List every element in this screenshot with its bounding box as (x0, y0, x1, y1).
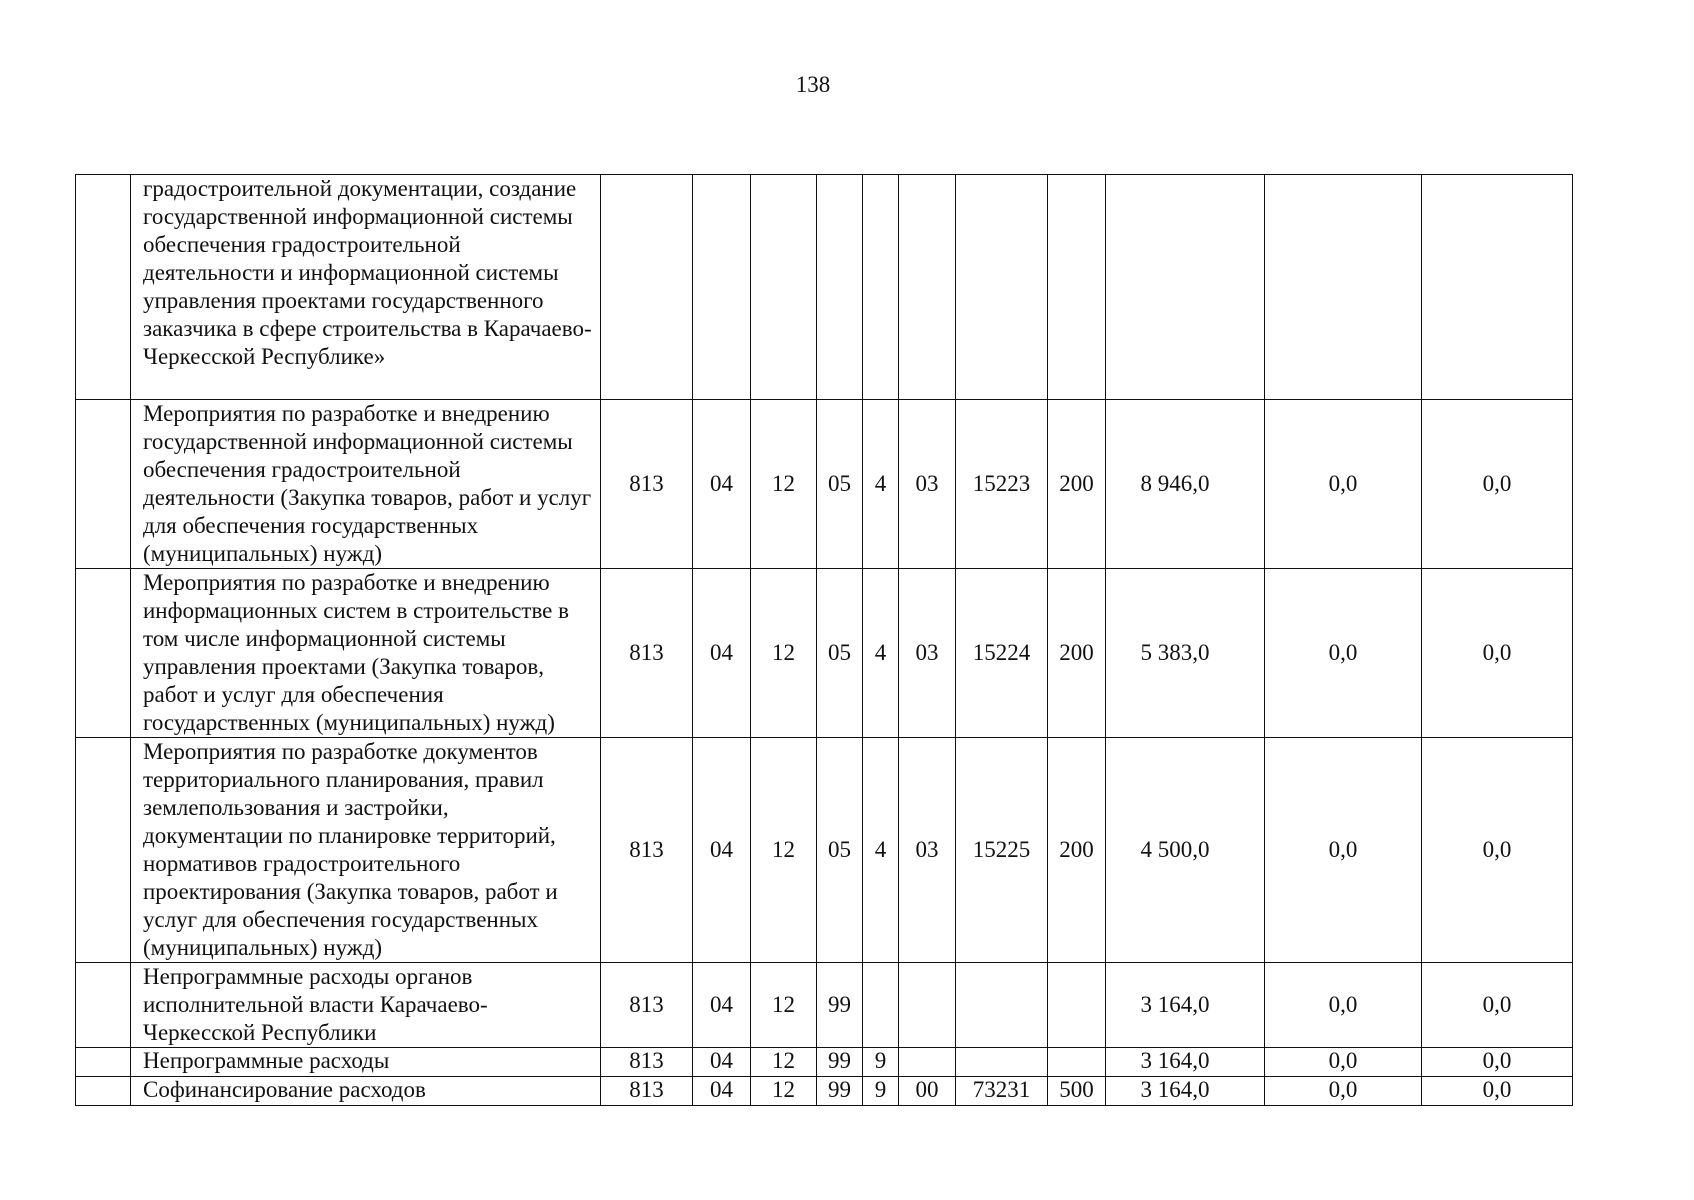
description-cell: Непрограммные расходы органов исполнительной власти Карачаево-Черкесской Республики (131, 963, 601, 1048)
ministry-code-cell: 813 (601, 1048, 693, 1077)
row-number-cell (76, 1048, 131, 1077)
subprogram-code-cell: 9 (863, 1048, 899, 1077)
row-number-cell (76, 963, 131, 1048)
section-code-cell: 04 (693, 1077, 751, 1106)
section-code-cell: 04 (693, 569, 751, 738)
description-cell: Непрограммные расходы (131, 1048, 601, 1077)
sum-year2-cell: 0,0 (1265, 1048, 1422, 1077)
description-cell: Софинансирование расходов (131, 1077, 601, 1106)
direction-code-cell (956, 175, 1048, 400)
table-row (76, 400, 1573, 569)
direction-code-cell (956, 1048, 1048, 1077)
ministry-code-cell (601, 175, 693, 400)
subprogram-code-cell (863, 963, 899, 1048)
sum-year1-cell: 3 164,0 (1106, 1048, 1265, 1077)
subprogram-code-cell: 4 (863, 738, 899, 963)
sum-year1-cell: 5 383,0 (1106, 569, 1265, 738)
program-code-cell: 05 (817, 569, 863, 738)
subsection-code-cell: 12 (751, 569, 817, 738)
description-cell: градостроительной документации, создание государственной информационной системы обеспечения градостроительной деятельности и информационной системы управления проектами государственного заказчика в сфере строительства в Карачаево-Черкесской Республике» (131, 175, 601, 400)
subsection-code-cell: 12 (751, 400, 817, 569)
program-code-cell: 99 (817, 963, 863, 1048)
subsection-code-cell (751, 175, 817, 400)
ministry-code-cell: 813 (601, 1077, 693, 1106)
expense-type-cell (1048, 175, 1106, 400)
subprogram-code-cell: 9 (863, 1077, 899, 1106)
program-code-cell: 99 (817, 1077, 863, 1106)
section-code-cell (693, 175, 751, 400)
ministry-code-cell: 813 (601, 963, 693, 1048)
description-cell: Мероприятия по разработке и внедрению информационных систем в строительстве в том числе информационной системы управления проектами (Закупка товаров, работ и услуг для обеспечения государственных (муниципальных) нужд) (131, 569, 601, 738)
event-code-cell (899, 963, 956, 1048)
sum-year1-cell: 3 164,0 (1106, 963, 1265, 1048)
expense-type-cell (1048, 1048, 1106, 1077)
direction-code-cell: 15224 (956, 569, 1048, 738)
sum-year2-cell: 0,0 (1265, 963, 1422, 1048)
expense-type-cell (1048, 963, 1106, 1048)
row-number-cell (76, 569, 131, 738)
sum-year1-cell: 4 500,0 (1106, 738, 1265, 963)
direction-code-cell: 15223 (956, 400, 1048, 569)
description-cell: Мероприятия по разработке документов территориального планирования, правил землепользования и застройки, документации по планировке территорий, нормативов градостроительного проектирования (Закупка товаров, работ и услуг для обеспечения государственных (муниципальных) нужд) (131, 738, 601, 963)
subprogram-code-cell: 4 (863, 400, 899, 569)
sum-year1-cell: 3 164,0 (1106, 1077, 1265, 1106)
expense-type-cell: 200 (1048, 738, 1106, 963)
sum-year2-cell: 0,0 (1265, 1077, 1422, 1106)
direction-code-cell (956, 963, 1048, 1048)
sum-year2-cell (1265, 175, 1422, 400)
sum-year2-cell: 0,0 (1265, 400, 1422, 569)
sum-year3-cell: 0,0 (1422, 1048, 1573, 1077)
section-code-cell: 04 (693, 400, 751, 569)
expense-type-cell: 200 (1048, 400, 1106, 569)
program-code-cell: 99 (817, 1048, 863, 1077)
subsection-code-cell: 12 (751, 738, 817, 963)
event-code-cell (899, 175, 956, 400)
section-code-cell: 04 (693, 738, 751, 963)
subprogram-code-cell (863, 175, 899, 400)
subsection-code-cell: 12 (751, 1077, 817, 1106)
expense-type-cell: 200 (1048, 569, 1106, 738)
sum-year2-cell: 0,0 (1265, 738, 1422, 963)
subsection-code-cell: 12 (751, 1048, 817, 1077)
program-code-cell: 05 (817, 738, 863, 963)
description-cell: Мероприятия по разработке и внедрению государственной информационной системы обеспечения градостроительной деятельности (Закупка товаров, работ и услуг для обеспечения государственных (муниципальных) нужд) (131, 400, 601, 569)
subsection-code-cell: 12 (751, 963, 817, 1048)
program-code-cell (817, 175, 863, 400)
ministry-code-cell: 813 (601, 569, 693, 738)
event-code-cell (899, 1048, 956, 1077)
table-row (76, 1077, 1573, 1106)
row-number-cell (76, 738, 131, 963)
row-number-cell (76, 400, 131, 569)
event-code-cell: 00 (899, 1077, 956, 1106)
expense-type-cell: 500 (1048, 1077, 1106, 1106)
page-number: 138 (795, 72, 831, 97)
table-row (76, 569, 1573, 738)
table-row (76, 738, 1573, 963)
ministry-code-cell: 813 (601, 400, 693, 569)
sum-year3-cell: 0,0 (1422, 569, 1573, 738)
row-number-cell (76, 175, 131, 400)
sum-year3-cell (1422, 175, 1573, 400)
sum-year2-cell: 0,0 (1265, 569, 1422, 738)
event-code-cell: 03 (899, 400, 956, 569)
budget-table (75, 174, 1573, 1106)
sum-year1-cell (1106, 175, 1265, 400)
section-code-cell: 04 (693, 963, 751, 1048)
table-row (76, 175, 1573, 400)
direction-code-cell: 15225 (956, 738, 1048, 963)
sum-year3-cell: 0,0 (1422, 738, 1573, 963)
ministry-code-cell: 813 (601, 738, 693, 963)
sum-year3-cell: 0,0 (1422, 1077, 1573, 1106)
table-row (76, 963, 1573, 1048)
program-code-cell: 05 (817, 400, 863, 569)
sum-year1-cell: 8 946,0 (1106, 400, 1265, 569)
subprogram-code-cell: 4 (863, 569, 899, 738)
row-number-cell (76, 1077, 131, 1106)
sum-year3-cell: 0,0 (1422, 400, 1573, 569)
section-code-cell: 04 (693, 1048, 751, 1077)
direction-code-cell: 73231 (956, 1077, 1048, 1106)
sum-year3-cell: 0,0 (1422, 963, 1573, 1048)
event-code-cell: 03 (899, 738, 956, 963)
table-row (76, 1048, 1573, 1077)
event-code-cell: 03 (899, 569, 956, 738)
